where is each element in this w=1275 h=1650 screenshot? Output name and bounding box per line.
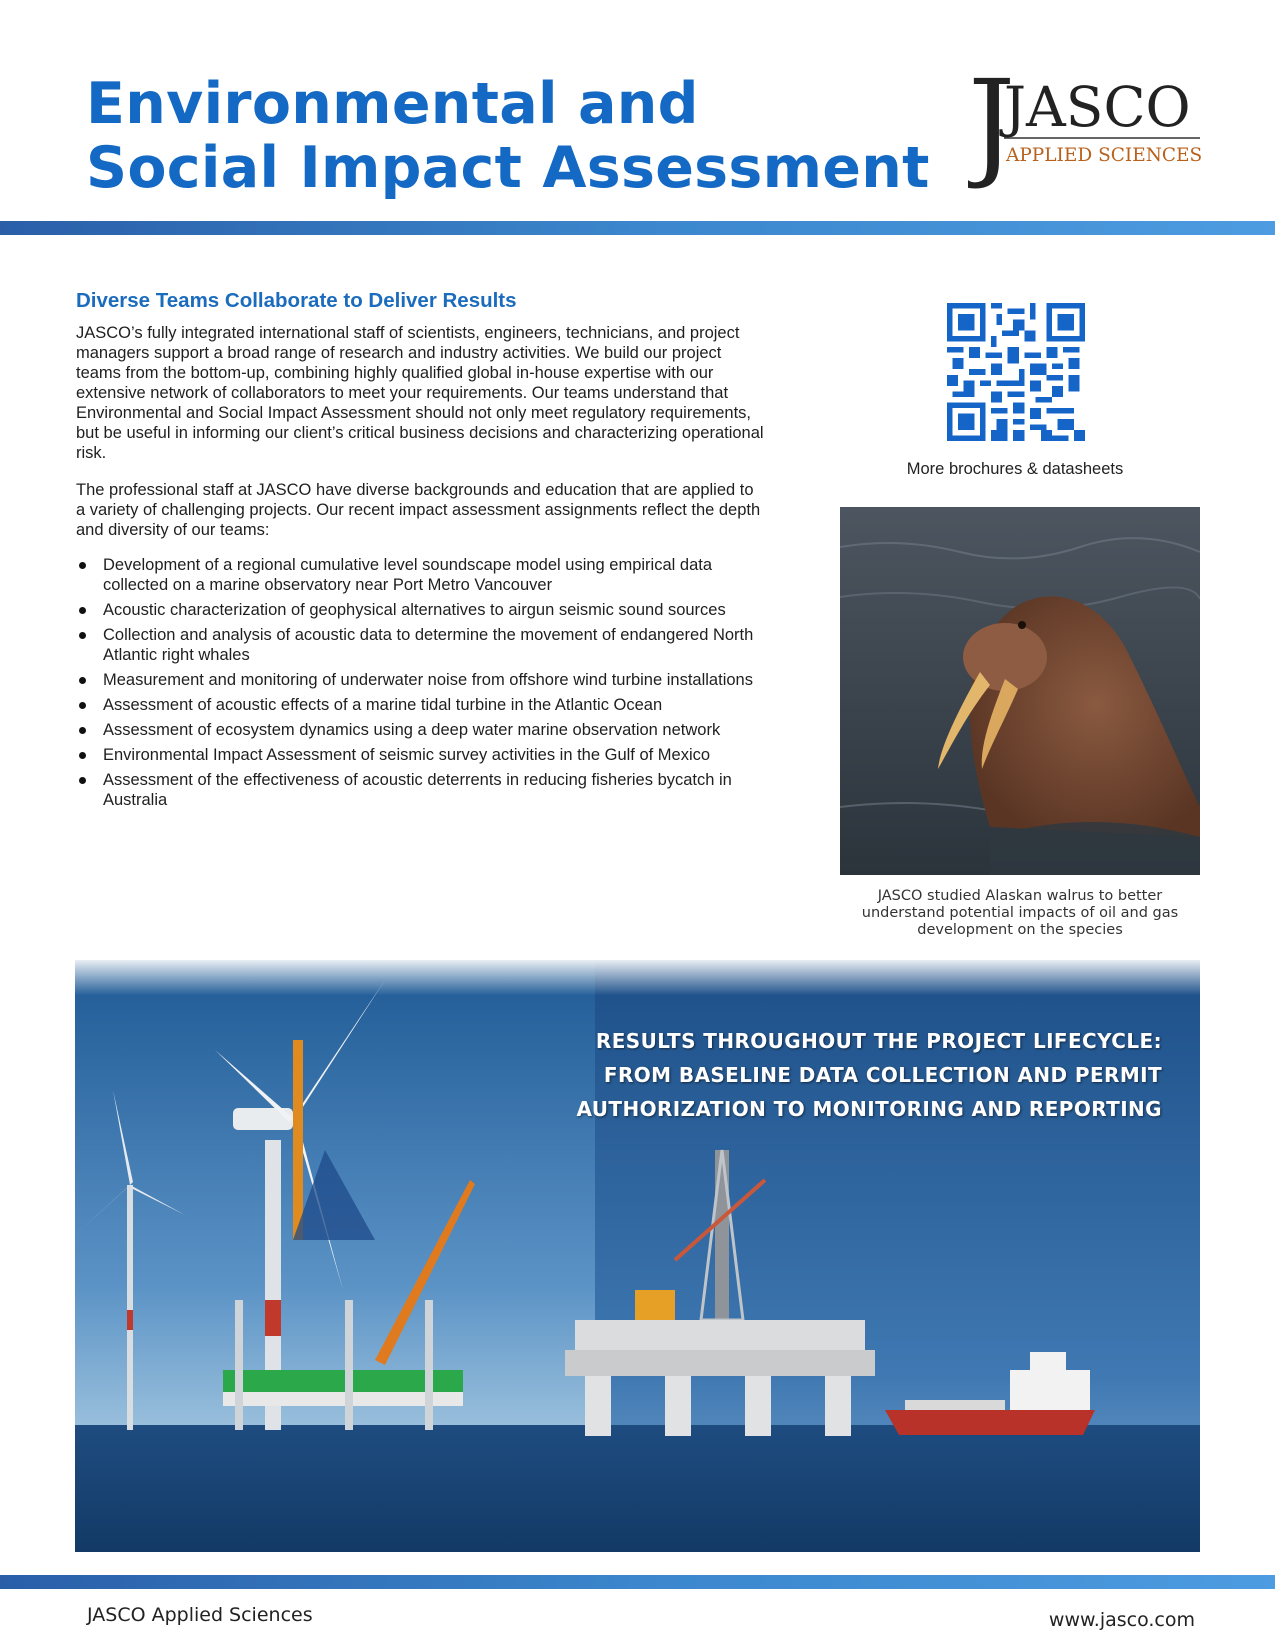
- page-title-line-1: Environmental and: [86, 71, 699, 137]
- list-item: Collection and analysis of acoustic data to determine the movement of endangered North Atlantic right whales: [76, 625, 766, 665]
- walrus-photo: [840, 507, 1200, 875]
- footer-website-link[interactable]: www.jasco.com: [1048, 1609, 1195, 1631]
- banner-line-2: FROM BASELINE DATA COLLECTION AND PERMIT: [603, 1063, 1162, 1087]
- jasco-logo: [968, 66, 1208, 216]
- footer-company-name: JASCO Applied Sciences: [87, 1604, 313, 1626]
- banner-line-1: RESULTS THROUGHOUT THE PROJECT LIFECYCLE:: [595, 1029, 1162, 1053]
- list-item: Assessment of acoustic effects of a marine tidal turbine in the Atlantic Ocean: [76, 695, 766, 715]
- list-item: Assessment of ecosystem dynamics using a deep water marine observation network: [76, 720, 766, 740]
- list-item: Assessment of the effectiveness of acoustic deterrents in reducing fisheries bycatch in Australia: [76, 770, 766, 810]
- logo-subtitle: APPLIED SCIENCES: [1006, 145, 1203, 166]
- banner-line-3: AUTHORIZATION TO MONITORING AND REPORTING: [576, 1097, 1162, 1121]
- section-heading: Diverse Teams Collaborate to Deliver Results: [76, 289, 517, 312]
- assignment-list: [76, 555, 766, 815]
- page-title-line-2: Social Impact Assessment: [86, 135, 930, 201]
- offshore-energy-photo: [75, 960, 1200, 1552]
- list-item: Acoustic characterization of geophysical alternatives to airgun seismic sound sources: [76, 600, 766, 620]
- page-title: [86, 72, 930, 200]
- list-item: Development of a regional cumulative level soundscape model using empirical data collected on a marine observatory near Port Metro Vancouver: [76, 555, 766, 595]
- intro-paragraph: JASCO’s fully integrated international staff of scientists, engineers, technicians, and project managers support a broad range of research and industry activities. We build our project teams from the bottom-up, combining highly qualified global in-house expertise with our extensive network of collaborators to meet your requirements. Our teams understand that Environmental and Social Impact Assessment should not only meet regulatory requirements, but be useful in informing our client’s critical business decisions and characterizing operational risk.: [76, 324, 764, 462]
- list-item: Measurement and monitoring of underwater noise from offshore wind turbine installations: [76, 670, 766, 690]
- svg-text:J: J: [968, 66, 1016, 192]
- header-divider-bar: [0, 221, 1275, 235]
- qr-code[interactable]: [947, 303, 1085, 441]
- list-item: Environmental Impact Assessment of seismic survey activities in the Gulf of Mexico: [76, 745, 766, 765]
- logo-wordmark: JASCO: [1004, 75, 1191, 139]
- footer-divider-bar: [0, 1575, 1275, 1589]
- lifecycle-banner: [482, 1024, 1162, 1126]
- staff-paragraph: The professional staff at JASCO have diverse backgrounds and education that are applied to a variety of challenging projects. Our recent impact assessment assignments reflect the depth and diversity of our teams:: [76, 481, 761, 539]
- qr-caption: More brochures & datasheets: [906, 460, 1124, 478]
- walrus-photo-caption: JASCO studied Alaskan walrus to better understand potential impacts of oil and gas development on the species: [861, 888, 1179, 938]
